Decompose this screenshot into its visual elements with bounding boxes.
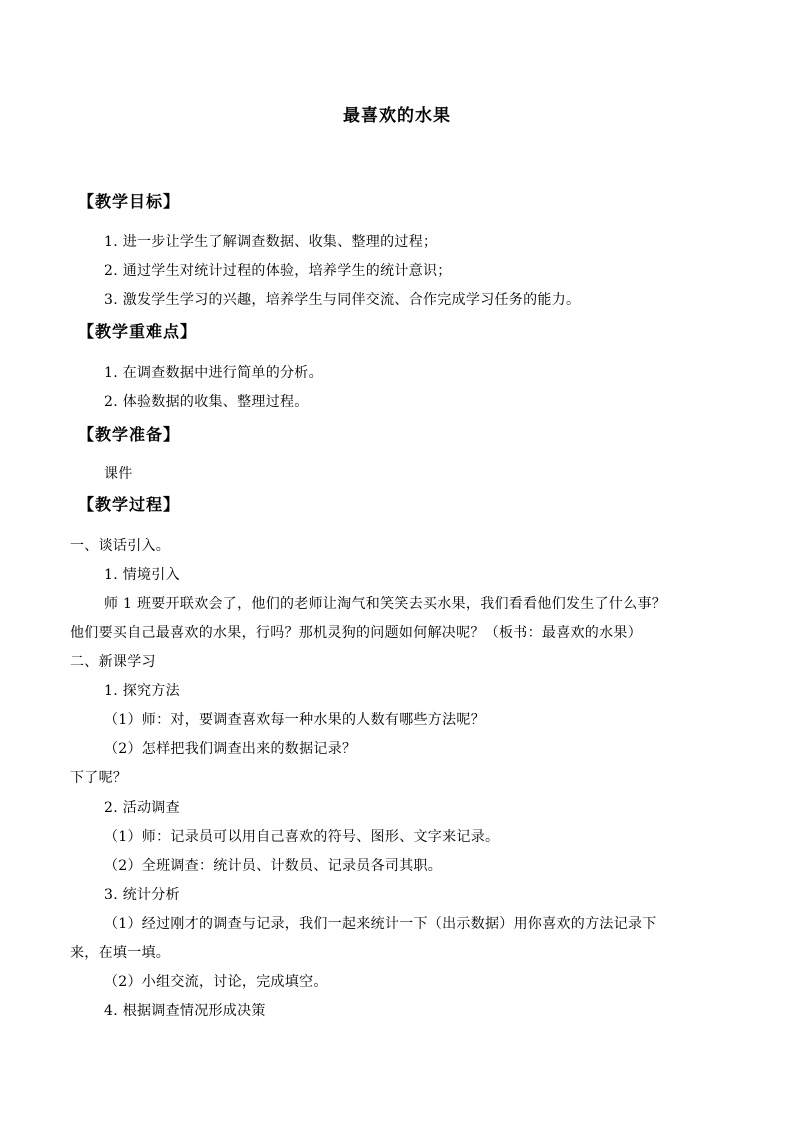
- goal-item: 3. 激发学生学习的兴趣，培养学生与同伴交流、合作完成学习任务的能力。: [104, 292, 581, 308]
- goal-item: 2. 通过学生对统计过程的体验，培养学生的统计意识；: [104, 263, 452, 279]
- process-line: （2）小组交流，讨论，完成填空。: [104, 974, 328, 990]
- process-line: 师 1 班要开联欢会了，他们的老师让淘气和笑笑去买水果，我们看看他们发生了什么事？: [104, 596, 667, 612]
- goal-item: 1. 进一步让学生了解调查数据、收集、整理的过程；: [104, 234, 438, 250]
- process-line: 二、新课学习: [70, 654, 156, 670]
- process-line: （2）怎样把我们调查出来的数据记录？: [104, 741, 357, 757]
- process-line: （2）全班调查：统计员、计数员、记录员各司其职。: [104, 858, 443, 874]
- process-line: 2. 活动调查: [104, 800, 180, 816]
- process-line: 一、谈话引入。: [70, 538, 171, 554]
- key-point-item: 1. 在调查数据中进行简单的分析。: [104, 365, 323, 381]
- section-heading-goals: 【教学目标】: [78, 192, 181, 211]
- process-line: 他们要买自己最喜欢的水果，行吗？那机灵狗的问题如何解决呢？（板书：最喜欢的水果）: [70, 625, 642, 641]
- process-line: 1. 情境引入: [104, 567, 180, 583]
- page-title: 最喜欢的水果: [343, 106, 451, 126]
- process-line: 下了呢？: [70, 770, 128, 786]
- preparation-item: 课件: [104, 466, 133, 482]
- section-heading-key-points: 【教学重难点】: [78, 322, 198, 341]
- process-line: 1. 探究方法: [104, 683, 180, 699]
- process-line: 3. 统计分析: [104, 887, 180, 903]
- key-point-item: 2. 体验数据的收集、整理过程。: [104, 394, 309, 410]
- process-line: 4. 根据调查情况形成决策: [104, 1003, 266, 1019]
- process-line: （1）师：记录员可以用自己喜欢的符号、图形、文字来记录。: [104, 829, 500, 845]
- section-heading-preparation: 【教学准备】: [78, 425, 181, 444]
- section-heading-process: 【教学过程】: [78, 495, 181, 514]
- process-line: （1）师：对，要调查喜欢每一种水果的人数有哪些方法呢？: [104, 712, 486, 728]
- process-line: 来，在填一填。: [70, 945, 171, 961]
- process-line: （1）经过刚才的调查与记录，我们一起来统计一下（出示数据）用你喜欢的方法记录下: [104, 916, 657, 932]
